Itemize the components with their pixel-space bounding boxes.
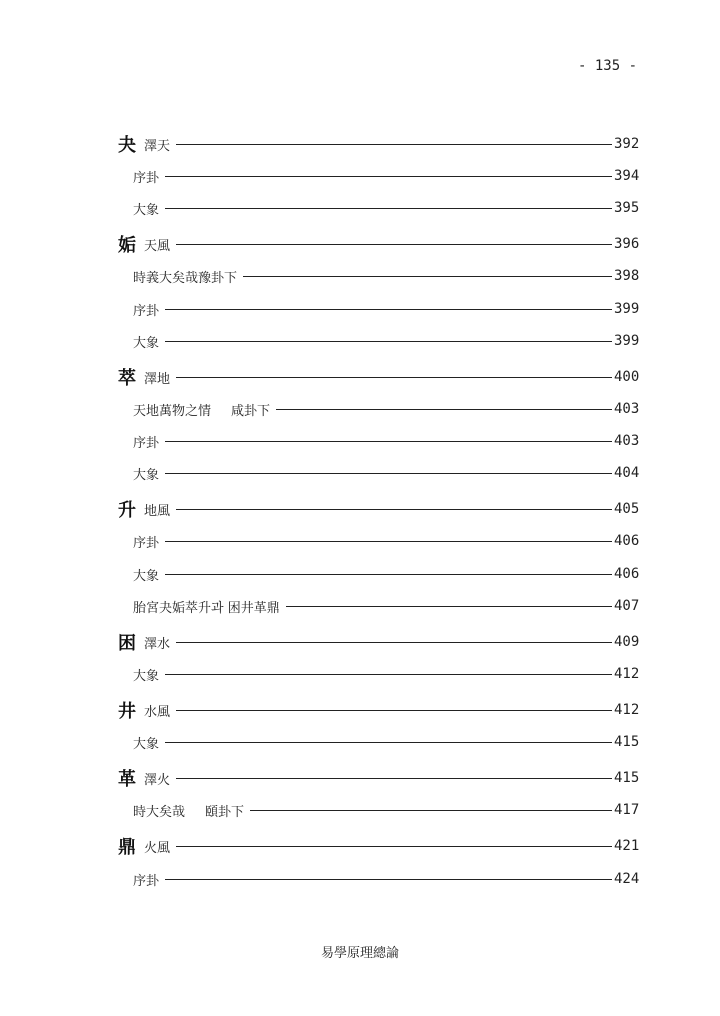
page-ref: 412 <box>614 702 640 718</box>
page-number: - 135 - <box>578 58 638 74</box>
entry-label-group <box>118 629 170 655</box>
entry-label: 天風 <box>144 238 171 254</box>
toc-main-entry <box>0 232 720 256</box>
leader-line <box>176 778 612 779</box>
leader-line <box>286 606 612 607</box>
entry-label-group <box>133 432 159 451</box>
leader-line <box>176 642 612 643</box>
entry-label: 大象 <box>133 335 160 351</box>
page-ref: 415 <box>614 734 640 750</box>
toc-main-entry <box>0 132 720 156</box>
entry-label: 胎宮夬姤萃升과 困井革鼎 <box>133 600 280 616</box>
entry-label-group <box>133 801 244 820</box>
toc-main-entry <box>0 766 720 790</box>
entry-label-group <box>133 597 280 616</box>
toc-main-entry <box>0 365 720 389</box>
entry-label: 大象 <box>133 467 160 483</box>
toc-sub-entry <box>0 662 720 686</box>
page-ref: 392 <box>614 136 640 152</box>
entry-label-group <box>133 199 159 218</box>
toc-sub-entry <box>0 329 720 353</box>
hexagram-name: 井 <box>118 701 136 722</box>
entry-sublabel: 頤卦下 <box>205 804 245 820</box>
toc-sub-entry <box>0 164 720 188</box>
leader-line <box>165 473 612 474</box>
entry-label-group <box>133 400 270 419</box>
entry-label-group <box>133 300 159 319</box>
leader-line <box>165 341 612 342</box>
leader-line <box>176 377 612 378</box>
page-ref: 406 <box>614 533 640 549</box>
leader-line <box>165 574 612 575</box>
page-ref: 403 <box>614 433 640 449</box>
entry-label: 大象 <box>133 202 160 218</box>
hexagram-name: 革 <box>118 769 136 790</box>
entry-label: 時義大矣哉豫卦下 <box>133 270 238 286</box>
toc-main-entry <box>0 834 720 858</box>
leader-line <box>176 244 612 245</box>
entry-label: 序卦 <box>133 535 160 551</box>
toc-sub-entry <box>0 594 720 618</box>
page-ref: 395 <box>614 200 640 216</box>
entry-label: 澤水 <box>144 636 171 652</box>
entry-label: 天地萬物之情 <box>133 403 212 419</box>
entry-label-group <box>133 267 237 286</box>
toc-sub-entry <box>0 196 720 220</box>
entry-label-group <box>133 332 159 351</box>
entry-label-group <box>133 532 159 551</box>
page-ref: 412 <box>614 666 640 682</box>
leader-line <box>165 309 612 310</box>
toc-sub-entry <box>0 867 720 891</box>
page-ref: 399 <box>614 301 640 317</box>
entry-label: 序卦 <box>133 435 160 451</box>
entry-label: 大象 <box>133 568 160 584</box>
hexagram-name: 姤 <box>118 235 136 256</box>
toc-sub-entry <box>0 264 720 288</box>
page-ref: 403 <box>614 401 640 417</box>
entry-label-group <box>118 697 170 723</box>
entry-label: 澤天 <box>144 138 171 154</box>
toc-sub-entry <box>0 297 720 321</box>
entry-label: 大象 <box>133 668 160 684</box>
leader-line <box>176 509 612 510</box>
leader-line <box>176 144 612 145</box>
entry-label: 時大矣哉 <box>133 804 186 820</box>
leader-line <box>165 208 612 209</box>
leader-line <box>250 810 612 811</box>
hexagram-name: 困 <box>118 633 136 654</box>
entry-label: 序卦 <box>133 873 160 889</box>
page-ref: 424 <box>614 871 640 887</box>
toc-sub-entry <box>0 798 720 822</box>
toc-sub-entry <box>0 529 720 553</box>
page-ref: 400 <box>614 369 640 385</box>
page-ref: 398 <box>614 268 640 284</box>
book-title-footer: 易學原理總論 <box>320 946 399 961</box>
leader-line <box>276 409 612 410</box>
entry-label: 澤地 <box>144 371 171 387</box>
leader-line <box>165 674 612 675</box>
entry-label-group <box>118 131 170 157</box>
leader-line <box>165 742 612 743</box>
toc-main-entry <box>0 698 720 722</box>
page-ref: 417 <box>614 802 640 818</box>
leader-line <box>176 710 612 711</box>
leader-line <box>165 441 612 442</box>
leader-line <box>243 276 612 277</box>
toc-sub-entry <box>0 397 720 421</box>
leader-line <box>165 879 612 880</box>
hexagram-name: 升 <box>118 500 136 521</box>
entry-label: 火風 <box>144 840 171 856</box>
toc-main-entry <box>0 630 720 654</box>
entry-label-group <box>118 496 170 522</box>
page-ref: 399 <box>614 333 640 349</box>
page-ref: 407 <box>614 598 640 614</box>
toc-sub-entry <box>0 429 720 453</box>
entry-label-group <box>133 565 159 584</box>
entry-label-group <box>118 231 170 257</box>
page-ref: 406 <box>614 566 640 582</box>
entry-label: 水風 <box>144 704 171 720</box>
entry-label: 澤火 <box>144 772 171 788</box>
page-ref: 394 <box>614 168 640 184</box>
page-ref: 404 <box>614 465 640 481</box>
page-ref: 405 <box>614 501 640 517</box>
entry-label-group <box>133 870 159 889</box>
page-ref: 396 <box>614 236 640 252</box>
entry-label: 序卦 <box>133 303 160 319</box>
entry-label-group <box>118 833 170 859</box>
hexagram-name: 萃 <box>118 368 136 389</box>
entry-label: 地風 <box>144 503 171 519</box>
entry-label-group <box>118 765 170 791</box>
entry-label-group <box>133 733 159 752</box>
entry-label-group <box>133 167 159 186</box>
leader-line <box>165 541 612 542</box>
leader-line <box>176 846 612 847</box>
toc-sub-entry <box>0 461 720 485</box>
entry-label-group <box>133 665 159 684</box>
entry-label-group <box>118 364 170 390</box>
toc-sub-entry <box>0 730 720 754</box>
toc-main-entry <box>0 497 720 521</box>
page-ref: 415 <box>614 770 640 786</box>
leader-line <box>165 176 612 177</box>
hexagram-name: 夬 <box>118 135 136 156</box>
entry-label: 大象 <box>133 736 160 752</box>
page-ref: 409 <box>614 634 640 650</box>
toc-sub-entry <box>0 562 720 586</box>
hexagram-name: 鼎 <box>118 837 136 858</box>
page-ref: 421 <box>614 838 640 854</box>
entry-label-group <box>133 464 159 483</box>
entry-label: 序卦 <box>133 170 160 186</box>
entry-sublabel: 咸卦下 <box>231 403 271 419</box>
